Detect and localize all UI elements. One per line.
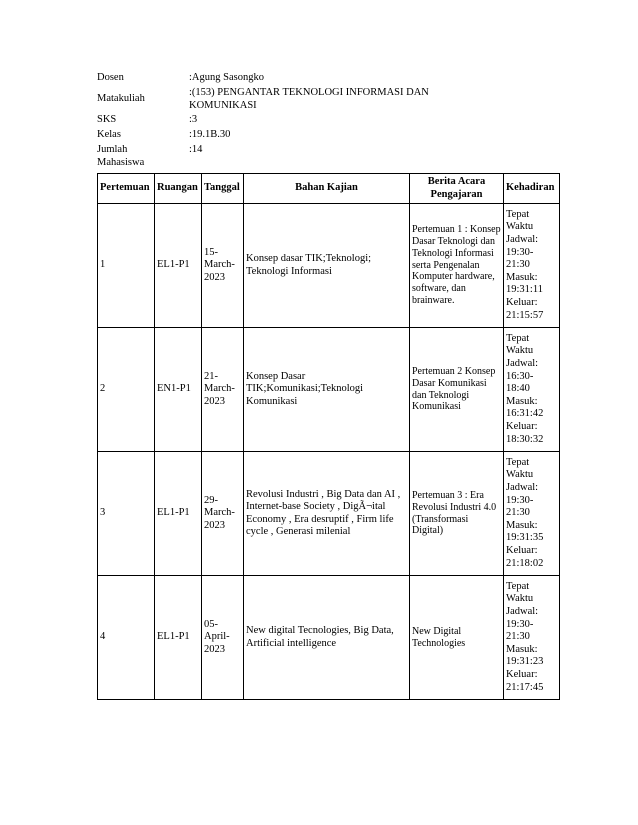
table-row bbox=[98, 452, 560, 576]
matakuliah-label: Matakuliah bbox=[97, 93, 145, 104]
dosen-value: :Agung Sasongko bbox=[189, 72, 264, 83]
kelas-value: :19.1B.30 bbox=[189, 129, 231, 140]
cell-pertemuan: 2 bbox=[98, 328, 155, 452]
cell-ruangan: EL1-P1 bbox=[155, 204, 202, 328]
header-pertemuan: Pertemuan bbox=[98, 174, 155, 204]
header-berita-acara: Berita Acara Pengajaran bbox=[410, 174, 504, 204]
dosen-label: Dosen bbox=[97, 72, 124, 83]
cell-bahan-kajian: Revolusi Industri , Big Data dan AI , Internet-base Society , DigÃ¬ital Economy , Era desruptif , Firm life cycle , Generasi milenial bbox=[244, 452, 410, 576]
sks-value: :3 bbox=[189, 114, 198, 125]
cell-kehadiran: Tepat Waktu Jadwal: 16:30-18:40 Masuk: 16:31:42 Keluar: 18:30:32 bbox=[504, 328, 560, 452]
cell-kehadiran: Tepat Waktu Jadwal: 19:30-21:30 Masuk: 19:31:35 Keluar: 21:18:02 bbox=[504, 452, 560, 576]
kelas-label: Kelas bbox=[97, 129, 121, 140]
matakuliah-value-line1: :(153) PENGANTAR TEKNOLOGI INFORMASI DAN bbox=[189, 87, 429, 98]
cell-tanggal: 21-March-2023 bbox=[202, 328, 244, 452]
table-header-row bbox=[98, 174, 560, 204]
cell-pertemuan: 4 bbox=[98, 576, 155, 700]
matakuliah-value-line2: KOMUNIKASI bbox=[189, 100, 257, 111]
cell-tanggal: 15-March-2023 bbox=[202, 204, 244, 328]
header-kehadiran: Kehadiran bbox=[504, 174, 560, 204]
cell-berita-acara: Pertemuan 2 Konsep Dasar Komunikasi dan Teknologi Komunikasi bbox=[410, 328, 504, 452]
cell-bahan-kajian: New digital Tecnologies, Big Data, Artificial intelligence bbox=[244, 576, 410, 700]
cell-pertemuan: 1 bbox=[98, 204, 155, 328]
cell-ruangan: EL1-P1 bbox=[155, 576, 202, 700]
matakuliah-value bbox=[189, 86, 479, 112]
header-bahan-kajian: Bahan Kajian bbox=[244, 174, 410, 204]
cell-bahan-kajian: Konsep Dasar TIK;Komunikasi;Teknologi Komunikasi bbox=[244, 328, 410, 452]
cell-berita-acara: Pertemuan 3 : Era Revolusi Industri 4.0 (Transformasi Digital) bbox=[410, 452, 504, 576]
cell-tanggal: 05-April-2023 bbox=[202, 576, 244, 700]
cell-berita-acara: New Digital Technologies bbox=[410, 576, 504, 700]
cell-pertemuan: 3 bbox=[98, 452, 155, 576]
cell-ruangan: EL1-P1 bbox=[155, 452, 202, 576]
cell-bahan-kajian: Konsep dasar TIK;Teknologi; Teknologi Informasi bbox=[244, 204, 410, 328]
cell-berita-acara: Pertemuan 1 : Konsep Dasar Teknologi dan Teknologi Informasi serta Pengenalan Komputer hardware, software, dan brainware. bbox=[410, 204, 504, 328]
table-row bbox=[98, 576, 560, 700]
jumlah-label: Jumlah Mahasiswa bbox=[97, 144, 145, 168]
header-tanggal: Tanggal bbox=[202, 174, 244, 204]
header-ruangan: Ruangan bbox=[155, 174, 202, 204]
table-row bbox=[98, 328, 560, 452]
table-row bbox=[98, 204, 560, 328]
cell-ruangan: EN1-P1 bbox=[155, 328, 202, 452]
cell-tanggal: 29-March-2023 bbox=[202, 452, 244, 576]
attendance-table bbox=[97, 173, 560, 700]
jumlah-value: :14 bbox=[189, 144, 203, 155]
cell-kehadiran: Tepat Waktu Jadwal: 19:30-21:30 Masuk: 19:31:23 Keluar: 21:17:45 bbox=[504, 576, 560, 700]
sks-label: SKS bbox=[97, 114, 117, 125]
cell-kehadiran: Tepat Waktu Jadwal: 19:30-21:30 Masuk: 19:31:11 Keluar: 21:15:57 bbox=[504, 204, 560, 328]
